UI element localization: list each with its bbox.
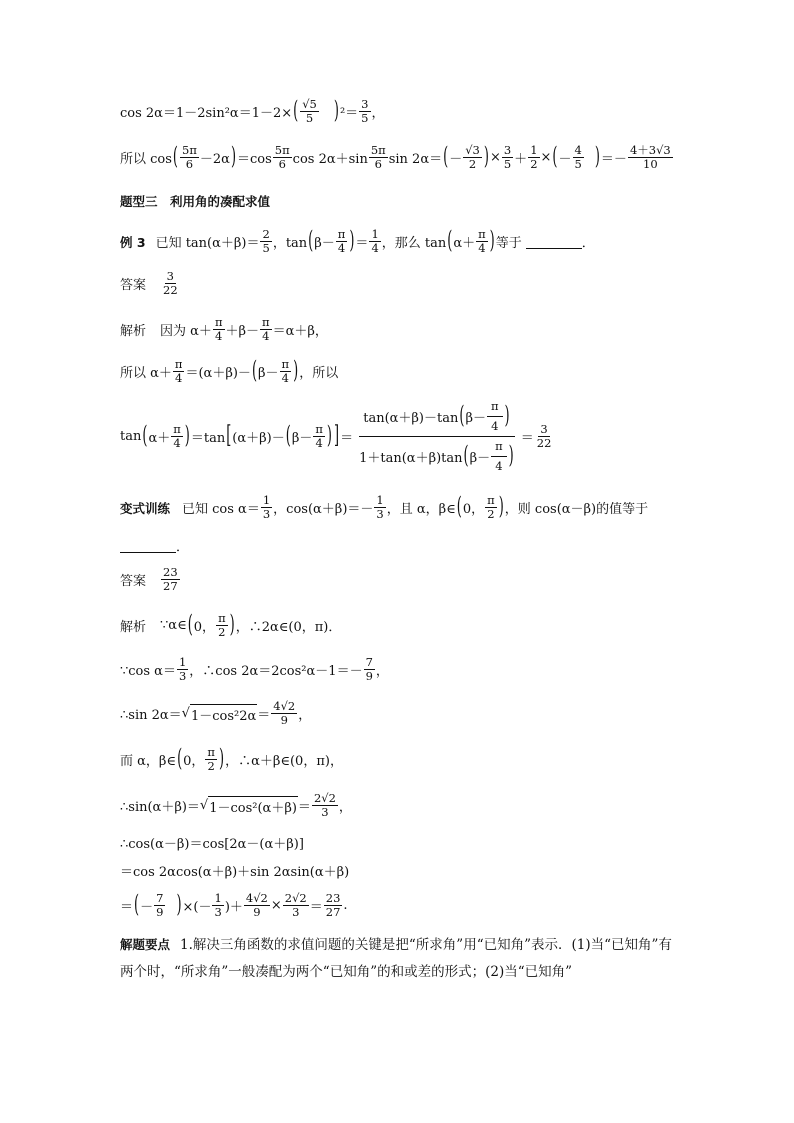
fraction	[283, 892, 309, 919]
den: 4	[371, 241, 379, 255]
fraction	[369, 228, 380, 255]
text: )＋	[224, 900, 243, 915]
variant-blank-line	[120, 536, 189, 555]
text: ，∴cos 2α＝2cos²α－1＝－	[189, 664, 363, 679]
solution2-line-4	[120, 746, 343, 773]
den: 2	[487, 507, 495, 521]
text: (α＋β)－	[232, 431, 285, 446]
den: 6	[374, 157, 382, 171]
line-cos-result	[120, 144, 674, 171]
fraction	[161, 566, 180, 593]
bracket: ]	[334, 422, 340, 451]
paren: )	[218, 745, 225, 774]
text: ∵α∈	[160, 618, 187, 633]
paren: )	[326, 422, 332, 451]
den: 27	[163, 579, 178, 593]
den: 9	[280, 713, 288, 727]
fraction	[476, 228, 488, 255]
big-den	[355, 437, 519, 473]
text: －2α	[199, 152, 230, 167]
fraction	[573, 144, 584, 171]
den: 2	[530, 157, 538, 171]
paren: (	[177, 745, 183, 774]
solution-line-3	[120, 400, 554, 473]
bracket: [	[226, 422, 232, 451]
num: π	[173, 422, 181, 436]
text: ×	[540, 150, 552, 165]
den: 4	[315, 436, 323, 450]
text: β－	[291, 431, 313, 446]
fraction	[369, 144, 388, 171]
text: .	[343, 898, 348, 913]
den: 2	[207, 759, 215, 773]
paren: (	[308, 227, 314, 256]
text: ，	[375, 664, 389, 679]
text: ，tan	[272, 236, 308, 251]
text: ∴sin(α＋β)＝	[120, 800, 200, 815]
solution2-line-8	[120, 892, 348, 919]
den: 3	[214, 905, 222, 919]
num: 5π	[274, 143, 290, 157]
solution-label: 解析	[120, 620, 147, 635]
fraction	[180, 144, 199, 171]
den: 4	[215, 329, 223, 343]
den: 27	[325, 905, 341, 919]
num: π	[315, 422, 323, 436]
fraction	[173, 358, 185, 385]
den: 4	[495, 459, 503, 473]
text: ，	[298, 708, 312, 723]
text: ＝	[297, 800, 311, 815]
text: β－	[314, 236, 335, 251]
text: ＝α＋β，	[272, 324, 328, 339]
text: ，	[371, 106, 385, 121]
fraction	[487, 400, 503, 433]
den: 2	[468, 157, 477, 171]
text: ＋	[514, 152, 528, 167]
text: ，∴2α∈(0，π)．	[235, 620, 342, 635]
num: π	[214, 315, 223, 329]
paren: (	[142, 422, 148, 451]
fraction	[359, 98, 370, 125]
solution2-line-3	[120, 700, 311, 727]
den: 4	[173, 436, 181, 450]
text: ，那么 tan	[381, 236, 447, 251]
fraction	[161, 270, 180, 297]
text: ，所以	[299, 366, 339, 381]
fraction	[628, 144, 673, 171]
fraction	[260, 316, 272, 343]
fraction	[213, 316, 225, 343]
num: 5π	[182, 143, 197, 157]
text: ²＝	[339, 106, 359, 121]
den: 3	[292, 905, 300, 919]
paren: (	[456, 493, 462, 522]
den: 5	[574, 157, 582, 171]
text: ＝	[340, 431, 354, 446]
period: ．	[581, 236, 595, 251]
fraction	[205, 746, 217, 773]
num: π	[207, 745, 215, 759]
num: 23	[325, 891, 341, 905]
num: π	[218, 611, 226, 625]
fraction	[260, 228, 271, 255]
num: 3	[540, 422, 548, 436]
text: 1＋tan(α＋β)tan	[359, 451, 463, 466]
solution-label: 解析	[120, 324, 147, 339]
fraction	[336, 228, 348, 255]
big-fraction	[355, 400, 519, 473]
num: 1	[371, 227, 379, 241]
section-heading: 题型三 利用角的凑配求值	[120, 194, 271, 209]
den: 4	[491, 419, 499, 433]
fraction	[312, 792, 338, 819]
num: √5	[302, 97, 317, 111]
text: β－	[258, 366, 279, 381]
answer-2	[120, 566, 181, 593]
text: ＝	[257, 708, 271, 723]
text: ，且 α，β∈	[386, 502, 456, 517]
den: 5	[361, 111, 369, 125]
num: 23	[163, 565, 178, 579]
minus: －	[558, 152, 572, 167]
fraction	[364, 656, 375, 683]
paren: )	[483, 143, 489, 172]
text: 所以 cos	[120, 152, 172, 167]
den: 3	[262, 507, 271, 521]
radicand: 1－cos²2α	[190, 704, 257, 724]
paren: (	[285, 422, 291, 451]
text: 等于	[495, 236, 522, 251]
den: 5	[262, 241, 270, 255]
text: ，则 cos(α－β)的值等于	[504, 502, 649, 517]
fraction	[535, 423, 554, 450]
text: α＋	[453, 236, 476, 251]
paren: )	[176, 891, 182, 920]
answer-1	[120, 270, 181, 297]
den: 4	[478, 241, 486, 255]
paren: (	[187, 611, 193, 640]
text: tan	[120, 429, 142, 444]
text: 而 α，β∈	[120, 754, 177, 769]
den: 4	[281, 371, 289, 385]
fraction	[280, 358, 292, 385]
paren: )	[594, 143, 600, 172]
den: 9	[365, 669, 373, 683]
den: 22	[536, 436, 552, 450]
den: 3	[321, 805, 329, 819]
solution2-line-5	[120, 792, 352, 819]
num: 1	[214, 891, 222, 905]
paren: )	[333, 97, 339, 126]
text: cos 2α＝1－2sin²α＝1－2×	[120, 106, 293, 121]
variant-label: 变式训练	[120, 500, 171, 516]
key-points	[120, 931, 680, 986]
text: ∵cos α＝	[120, 664, 176, 679]
paren: )	[504, 402, 510, 431]
fraction	[244, 892, 270, 919]
paren: (	[552, 143, 558, 172]
num: 4√2	[273, 699, 296, 713]
num: 3	[361, 97, 369, 111]
paren: )	[349, 227, 355, 256]
text: ＝tan	[190, 431, 226, 446]
num: 4	[574, 143, 582, 157]
num: 2√2	[284, 891, 307, 905]
num: π	[262, 315, 270, 329]
fraction	[528, 144, 539, 171]
fraction	[212, 892, 223, 919]
fraction	[261, 494, 272, 521]
paren: )	[230, 143, 237, 172]
text: 因为 α＋	[160, 324, 212, 339]
period: ．	[176, 540, 190, 555]
num: π	[478, 227, 486, 241]
sqrt-sign: √	[181, 706, 190, 721]
text: 已知 tan(α＋β)＝	[155, 236, 260, 251]
den: 6	[185, 157, 194, 171]
text: ＝－	[600, 152, 627, 167]
fraction	[502, 144, 513, 171]
text: ＋β－	[225, 324, 260, 339]
key-label: 解题要点	[120, 937, 171, 952]
den: 6	[278, 157, 286, 171]
paren: (	[251, 357, 258, 386]
solution2-line-7: ＝cos 2αcos(α＋β)＋sin 2αsin(α＋β)	[120, 865, 350, 880]
big-num	[359, 400, 514, 437]
den: 4	[175, 371, 183, 385]
paren: (	[459, 402, 465, 431]
paren: )	[229, 611, 235, 640]
text: ＝cos	[237, 152, 272, 167]
paren: (	[443, 143, 449, 172]
text: ，∴α＋β∈(0，π)，	[225, 754, 343, 769]
den: 3	[178, 669, 187, 683]
line-cos2a	[120, 98, 385, 125]
num: 4√2	[245, 891, 268, 905]
fraction	[216, 612, 228, 639]
num: √3	[465, 143, 480, 157]
paren: (	[293, 97, 299, 126]
num: 1	[178, 655, 187, 669]
fraction	[313, 423, 325, 450]
den: 2	[218, 625, 226, 639]
paren: (	[172, 143, 178, 172]
paren: )	[293, 357, 299, 386]
answer-blank	[526, 235, 582, 249]
paren: )	[508, 442, 514, 471]
text: 0，	[193, 620, 216, 635]
text: 0，	[183, 754, 205, 769]
num: π	[487, 493, 495, 507]
minus: －	[140, 900, 154, 915]
text: ＝	[309, 900, 323, 915]
example-label: 例 3	[120, 234, 146, 250]
text: α＋	[148, 431, 171, 446]
text: 所以 α＋	[120, 366, 172, 381]
text: ＝(α＋β)－	[185, 366, 251, 381]
sqrt-sign: √	[199, 798, 209, 813]
num: π	[491, 440, 507, 457]
paren: (	[463, 442, 469, 471]
den: 5	[305, 111, 314, 125]
text: ＝	[520, 431, 534, 446]
den: 9	[156, 905, 164, 919]
text: ×	[489, 150, 501, 165]
den: 5	[503, 157, 512, 171]
text: ×	[270, 898, 282, 913]
fraction	[463, 144, 482, 171]
paren: )	[489, 227, 495, 256]
text: sin 2α＝	[388, 152, 443, 167]
num: 2√2	[313, 791, 336, 805]
num: π	[337, 227, 346, 241]
fraction	[271, 700, 297, 727]
num: 2	[262, 227, 270, 241]
text: tan(α＋β)－tan	[363, 411, 459, 426]
den: 4	[262, 329, 270, 343]
text: ，cos(α＋β)＝－	[273, 502, 374, 517]
solution-line-2	[120, 358, 338, 385]
solution-line-1	[120, 316, 328, 343]
den: 4	[337, 241, 346, 255]
example-3	[120, 228, 595, 255]
fraction	[491, 440, 507, 473]
answer-label: 答案	[120, 278, 147, 293]
num: 5π	[370, 143, 386, 157]
minus: －	[449, 152, 463, 167]
den: 3	[376, 507, 384, 521]
solution2-line-1	[120, 612, 341, 639]
text: cos 2α＋sin	[292, 152, 368, 167]
num: 1	[376, 493, 384, 507]
fraction	[324, 892, 343, 919]
radicand: 1－cos²(α＋β)	[208, 796, 298, 816]
fraction	[177, 656, 188, 683]
key-text: 1.解决三角函数的求值问题的关键是把“所求角”用“已知角”表示．(1)当“已知角”有两个时，“所求角”一般凑配为两个“已知角”的和或差的形式；(2)当“已知角”	[120, 937, 672, 980]
num: 7	[365, 655, 373, 669]
num: 1	[262, 493, 271, 507]
den: 22	[163, 283, 178, 297]
num: 1	[530, 143, 538, 157]
den: 9	[253, 905, 261, 919]
solution2-line-6: ∴cos(α－β)＝cos[2α－(α＋β)]	[120, 837, 304, 852]
text: ×(－	[182, 900, 212, 915]
text: 0，	[462, 502, 485, 517]
fraction	[171, 423, 183, 450]
variant-training	[120, 494, 648, 521]
paren: )	[498, 493, 504, 522]
text: ＝	[120, 900, 134, 915]
num: π	[487, 400, 503, 417]
den: 10	[643, 157, 658, 171]
num: 3	[166, 269, 174, 283]
num: 7	[156, 891, 164, 905]
num: 3	[503, 143, 512, 157]
solution2-line-2	[120, 656, 389, 683]
text: ＝	[355, 236, 369, 251]
text: β－	[469, 451, 491, 466]
fraction	[374, 494, 385, 521]
num: π	[174, 357, 183, 371]
answer-blank	[120, 539, 176, 553]
num: π	[281, 357, 290, 371]
paren: (	[447, 227, 453, 256]
paren: (	[134, 891, 140, 920]
fraction	[300, 98, 319, 125]
fraction	[485, 494, 497, 521]
paren: )	[184, 422, 190, 451]
fraction	[154, 892, 165, 919]
text: ，	[338, 800, 352, 815]
fraction	[273, 144, 292, 171]
text: ∴sin 2α＝	[120, 708, 182, 723]
text: β－	[465, 411, 486, 426]
text: 已知 cos α＝	[182, 502, 260, 517]
answer-label: 答案	[120, 574, 147, 589]
num: 4＋3√3	[629, 143, 671, 157]
